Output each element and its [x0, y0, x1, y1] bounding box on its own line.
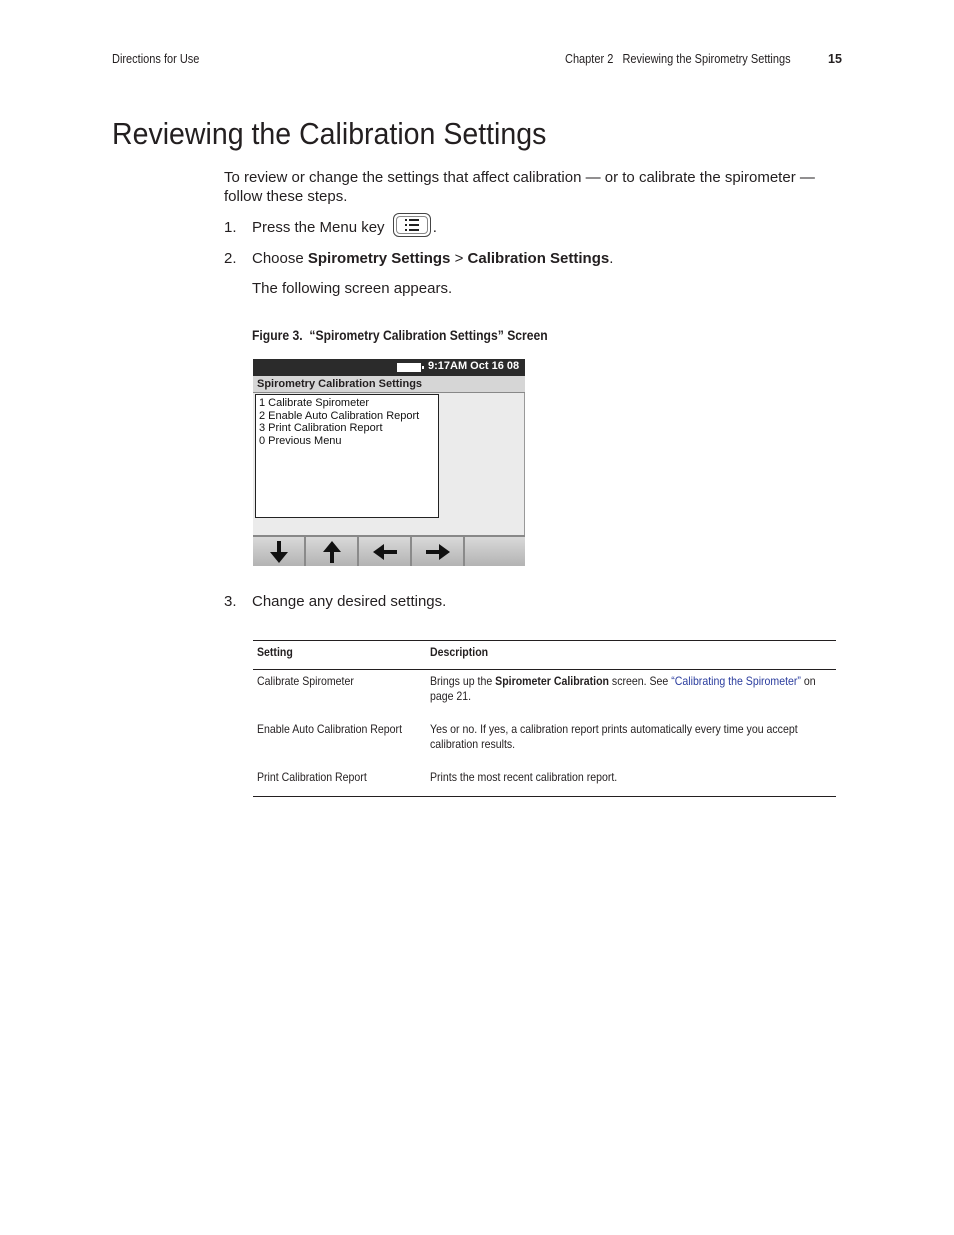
page-number: 15	[828, 52, 842, 66]
step-number: 1.	[224, 219, 237, 236]
setting-cell: Print Calibration Report	[253, 767, 430, 797]
arrow-left-icon	[373, 544, 397, 560]
softkey-bar	[253, 535, 525, 566]
description-cell: Yes or no. If yes, a calibration report prints automatically every time you accept calibration results.	[430, 722, 798, 751]
page-title: Reviewing the Calibration Settings	[112, 116, 547, 151]
step-text: Press the Menu key	[252, 219, 385, 236]
softkey-down[interactable]	[253, 537, 306, 566]
menu-item-calibrate-spirometer[interactable]: 1 Calibrate Spirometer	[259, 397, 370, 409]
menu-item-enable-auto-calibration-report[interactable]: 2 Enable Auto Calibration Report	[259, 409, 420, 422]
menu-path-separator: >	[450, 250, 468, 267]
menu-path-spirometry-settings: Spirometry Settings	[307, 250, 451, 267]
step-3	[224, 592, 446, 611]
status-bar	[253, 359, 525, 376]
setting-cell: Calibrate Spirometer	[257, 674, 354, 688]
column-header-setting: Setting	[253, 641, 430, 670]
battery-icon	[397, 363, 421, 372]
screen-name: Spirometer Calibration	[495, 674, 609, 688]
settings-menu	[255, 394, 439, 518]
running-header-left: Directions for Use	[112, 52, 200, 66]
softkey-left[interactable]	[359, 537, 412, 566]
softkey-up[interactable]	[306, 537, 359, 566]
running-header-chapter: Chapter 2 Reviewing the Spirometry Settings	[565, 52, 791, 66]
softkey-right[interactable]	[412, 537, 465, 566]
step-text-end: .	[432, 219, 437, 236]
step-1	[224, 218, 437, 237]
softkey-blank[interactable]	[465, 537, 525, 566]
column-header-description: Description	[430, 641, 836, 670]
table-row	[253, 767, 836, 797]
step-number: 2.	[224, 250, 237, 267]
arrow-down-icon	[270, 541, 288, 563]
screen-title: Spirometry Calibration Settings	[253, 376, 525, 393]
step-number: 3.	[224, 593, 237, 610]
step-text-end: .	[609, 250, 614, 267]
step-text-prefix: Choose	[252, 250, 308, 267]
cross-reference-link[interactable]: “Calibrating the Spirometer”	[671, 674, 801, 688]
arrow-right-icon	[426, 544, 450, 560]
step-2	[224, 249, 613, 268]
setting-cell: Enable Auto Calibration Report	[257, 722, 403, 736]
following-screen-text: The following screen appears.	[252, 280, 453, 297]
menu-path-calibration-settings: Calibration Settings	[467, 250, 610, 267]
description-cell: Brings up the Spirometer Calibration screen. See “Calibrating the Spirometer” on page 21.	[430, 674, 819, 703]
menu-key-icon	[393, 213, 431, 237]
device-screen	[253, 359, 525, 566]
table-row	[253, 719, 836, 767]
figure-caption: Figure 3. “Spirometry Calibration Settings” Screen	[252, 328, 548, 343]
table-row	[253, 670, 836, 720]
intro-paragraph: To review or change the settings that affect calibration — or to calibrate the spirometer — follow these steps.	[224, 169, 815, 205]
clock-readout: 9:17AM Oct 16 08	[428, 360, 520, 372]
menu-item-print-calibration-report[interactable]: 3 Print Calibration Report	[259, 422, 383, 434]
menu-item-previous-menu[interactable]: 0 Previous Menu	[259, 434, 342, 447]
arrow-up-icon	[323, 541, 341, 563]
description-cell: Prints the most recent calibration report.	[430, 767, 836, 797]
settings-table	[253, 640, 836, 797]
step-text: Change any desired settings.	[252, 593, 447, 610]
table-header-row	[253, 641, 836, 670]
